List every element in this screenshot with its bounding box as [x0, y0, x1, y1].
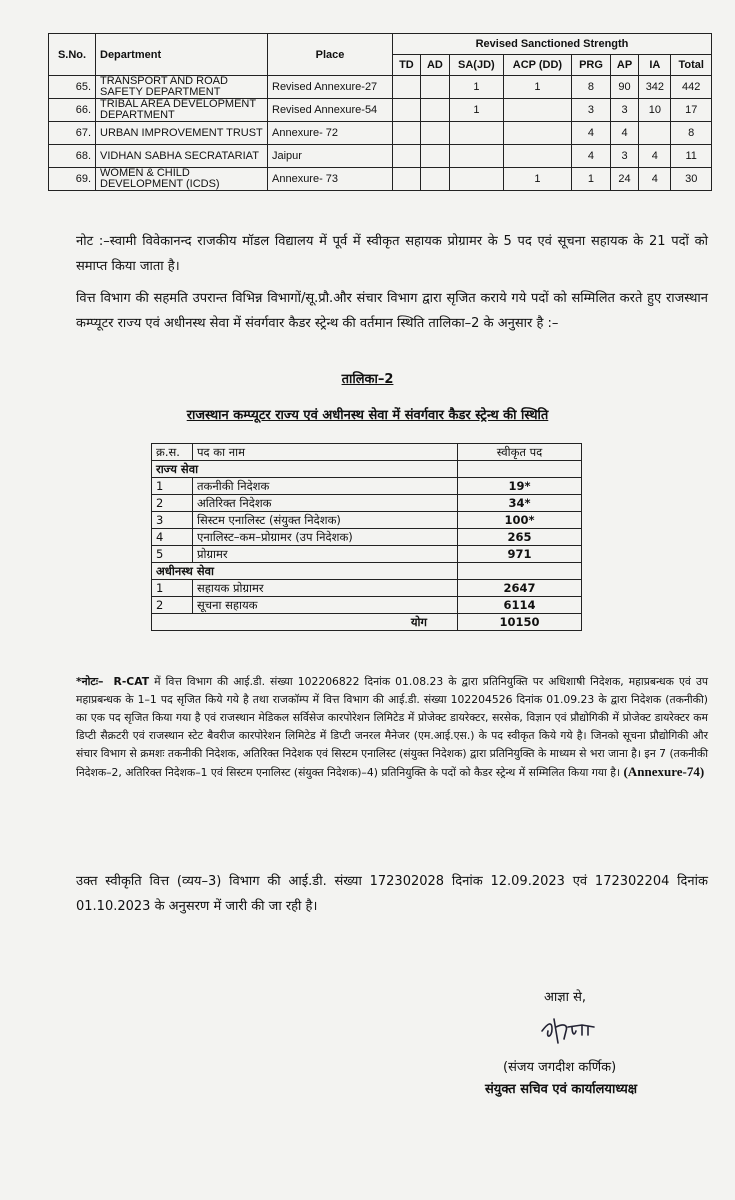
cell-count: 34*	[458, 495, 582, 512]
cell-dept: TRIBAL AREA DEVELOPMENT DEPARTMENT	[96, 99, 268, 122]
cell-sno: 4	[152, 529, 193, 546]
t2-total-value: 10150	[458, 614, 582, 631]
cell-sa: 1	[450, 76, 504, 99]
header-place: Place	[268, 34, 393, 76]
t2-section-sub: अधीनस्थ सेवा	[152, 563, 458, 580]
cell-place: Revised Annexure-54	[268, 99, 393, 122]
cell-count: 100*	[458, 512, 582, 529]
cell-post: सिस्टम एनालिस्ट (संयुक्त निदेशक)	[193, 512, 458, 529]
cell-ap: 3	[610, 145, 639, 168]
cell-ad	[420, 122, 449, 145]
signatory-title: संयुक्त सचिव एवं कार्यालयाध्यक्ष	[485, 1082, 638, 1097]
cell-sno: 65.	[49, 76, 96, 99]
header-revised-strength: Revised Sanctioned Strength	[393, 34, 712, 55]
cell-dept: WOMEN & CHILD DEVELOPMENT (ICDS)	[96, 168, 268, 191]
table2-heading: तालिका–2	[341, 372, 394, 387]
cell-acp: 1	[503, 76, 572, 99]
cell-count: 19*	[458, 478, 582, 495]
cell-ia: 10	[639, 99, 671, 122]
table-row	[152, 529, 582, 546]
cell-ad	[420, 99, 449, 122]
subheader-cell: SA(JD)	[450, 55, 504, 76]
table-row	[49, 99, 712, 122]
cell-count: 6114	[458, 597, 582, 614]
cell-ia	[639, 122, 671, 145]
cell-sno: 1	[152, 478, 193, 495]
cell-post: सूचना सहायक	[193, 597, 458, 614]
cell-acp	[503, 122, 572, 145]
paragraph-2: उक्त स्वीकृति वित्त (व्यय–3) विभाग की आई.डी. संख्या 172302028 दिनांक 12.09.2023 एवं 172302204 दिनांक 01.10.2023 के अनुसरण में जारी की जा रही है।	[76, 874, 708, 914]
header-department: Department	[96, 34, 268, 76]
cell-prg: 8	[572, 76, 611, 99]
table-row	[152, 546, 582, 563]
table-row	[152, 580, 582, 597]
cell-sno: 5	[152, 546, 193, 563]
cell-ad	[420, 145, 449, 168]
cell-td	[393, 145, 421, 168]
cell-dept: URBAN IMPROVEMENT TRUST	[96, 122, 268, 145]
note2-body: में वित्त विभाग की आई.डी. संख्या 102206822 दिनांक 01.08.23 के द्वारा प्रतिनियुक्ति पर अधिशाषी निदेशक, महाप्रबन्धक एवं उप महाप्रबन्धक के 1–1 पद सृजित किये गये है तथा राजकॉम्प में वित्त विभाग की आई.डी. संख्या 102204526 दिनांक 01.09.23 के द्वारा निदेशक (तकनीकी) का एक पद सृजित किया गया है एवं राजस्थान मेडिकल सर्विसेज कारपोरेशन लिमिटेड में प्रोजेक्ट डायरेक्टर, सरसेक, विज्ञान एवं प्रौद्योगिकी में प्रोजेक्ट डायरेक्टर कम डिप्टी सैक्रटरी एवं राजस्थान स्टेट बैवरीज कारपोरेशन लिमिटेड में डिप्टी जनरल मैनेजर (एम.आई.एस.) के पद स्वीकृत किये गये है। जिनको सूचना प्रौद्योगिकी और संचार विभाग से क्रमशः तकनीकी निदेशक, अतिरिक्त निदेशक एवं सिस्टम एनालिस्ट (संयुक्त निदेशक) द्वारा प्रतिनियुक्ति के माध्यम से भरा जाना है। इन 7 (तकनीकी निदेशक–2, अतिरिक्त निदेशक–1 एवं सिस्टम एनालिस्ट (संयुक्त निदेशक)–4) प्रतिनियुक्ति के पदों को कैडर स्ट्रेन्थ में सम्मिलित किया गया है।	[76, 675, 708, 779]
signature	[538, 1013, 600, 1053]
note2-rcat: R-CAT	[113, 675, 150, 688]
cell-acp	[503, 145, 572, 168]
cell-post: अतिरिक्त निदेशक	[193, 495, 458, 512]
paragraph-1: वित्त विभाग की सहमति उपरान्त विभिन्न विभागों/सू.प्रौ.और संचार विभाग द्वारा सृजित कराये गये पदों को सम्मिलित करते हुए राजस्थान कम्प्यूटर राज्य एवं अधीनस्थ सेवा में संवर्गवार कैडर स्ट्रेन्थ की वर्तमान स्थिति तालिका–2 के अनुसार है :–	[76, 291, 708, 331]
header-sno: S.No.	[49, 34, 96, 76]
table-row	[152, 512, 582, 529]
cell-td	[393, 76, 421, 99]
cell-total: 8	[671, 122, 712, 145]
cell-total: 11	[671, 145, 712, 168]
t2-empty-cell	[458, 461, 582, 478]
cell-sa	[450, 168, 504, 191]
cell-place: Revised Annexure-27	[268, 76, 393, 99]
cell-sno: 67.	[49, 122, 96, 145]
cell-td	[393, 122, 421, 145]
note2-prefix: *नोटः–	[76, 675, 104, 688]
cell-ia: 4	[639, 145, 671, 168]
table-row	[49, 168, 712, 191]
cell-place: Annexure- 72	[268, 122, 393, 145]
subheader-cell: PRG	[572, 55, 611, 76]
cell-place: Annexure- 73	[268, 168, 393, 191]
cell-post: तकनीकी निदेशक	[193, 478, 458, 495]
cell-count: 265	[458, 529, 582, 546]
cell-prg: 4	[572, 122, 611, 145]
cell-td	[393, 99, 421, 122]
table-row	[152, 597, 582, 614]
table-row	[49, 145, 712, 168]
cell-sa: 1	[450, 99, 504, 122]
t2-header-post: पद का नाम	[193, 444, 458, 461]
cell-sno: 2	[152, 495, 193, 512]
cell-sno: 69.	[49, 168, 96, 191]
cell-sno: 2	[152, 597, 193, 614]
cell-ap: 24	[610, 168, 639, 191]
table-row	[49, 122, 712, 145]
t2-total-label: योग	[152, 614, 458, 631]
cell-total: 17	[671, 99, 712, 122]
note-1: नोट :–स्वामी विवेकानन्द राजकीय मॉडल विद्यालय में पूर्व में स्वीकृत सहायक प्रोग्रामर के 5 पद एवं सूचना सहायक के 21 पदों को समाप्त किया जाता है।	[76, 234, 708, 274]
cell-count: 2647	[458, 580, 582, 597]
cell-prg: 4	[572, 145, 611, 168]
note-2	[76, 673, 708, 782]
cell-sno: 68.	[49, 145, 96, 168]
cell-ad	[420, 168, 449, 191]
t2-header-sno: क्र.स.	[152, 444, 193, 461]
cell-ad	[420, 76, 449, 99]
cell-count: 971	[458, 546, 582, 563]
cell-sa	[450, 145, 504, 168]
subheader-cell: TD	[393, 55, 421, 76]
subheader-cell: ACP (DD)	[503, 55, 572, 76]
cadre-summary-table	[151, 443, 582, 631]
cell-dept: TRANSPORT AND ROAD SAFETY DEPARTMENT	[96, 76, 268, 99]
cell-sno: 1	[152, 580, 193, 597]
table2-title: राजस्थान कम्प्यूटर राज्य एवं अधीनस्थ सेवा में संवर्गवार कैडर स्ट्रेन्थ की स्थिति	[186, 408, 549, 423]
subheader-cell: IA	[639, 55, 671, 76]
cell-post: सहायक प्रोग्रामर	[193, 580, 458, 597]
cell-post: एनालिस्ट–कम–प्रोग्रामर (उप निदेशक)	[193, 529, 458, 546]
order-text: आज्ञा से,	[544, 990, 587, 1005]
cell-sno: 66.	[49, 99, 96, 122]
cell-td	[393, 168, 421, 191]
cadre-strength-table	[48, 33, 712, 191]
cell-ap: 3	[610, 99, 639, 122]
table-row	[49, 76, 712, 99]
cell-prg: 3	[572, 99, 611, 122]
cell-sa	[450, 122, 504, 145]
cell-acp	[503, 99, 572, 122]
cell-place: Jaipur	[268, 145, 393, 168]
cell-prg: 1	[572, 168, 611, 191]
cell-ap: 4	[610, 122, 639, 145]
cell-acp: 1	[503, 168, 572, 191]
cell-sno: 3	[152, 512, 193, 529]
signatory-name: (संजय जगदीश कर्णिक)	[503, 1060, 617, 1075]
note2-annexure: (Annexure-74)	[623, 764, 705, 779]
cell-total: 442	[671, 76, 712, 99]
subheader-cell: Total	[671, 55, 712, 76]
t2-empty-cell	[458, 563, 582, 580]
cell-ia: 4	[639, 168, 671, 191]
cell-ia: 342	[639, 76, 671, 99]
table-row	[152, 478, 582, 495]
cell-post: प्रोग्रामर	[193, 546, 458, 563]
t2-header-sanctioned: स्वीकृत पद	[458, 444, 582, 461]
cell-ap: 90	[610, 76, 639, 99]
table-row	[152, 495, 582, 512]
t2-section-state: राज्य सेवा	[152, 461, 458, 478]
cell-dept: VIDHAN SABHA SECRATARIAT	[96, 145, 268, 168]
subheader-cell: AD	[420, 55, 449, 76]
subheader-cell: AP	[610, 55, 639, 76]
cell-total: 30	[671, 168, 712, 191]
